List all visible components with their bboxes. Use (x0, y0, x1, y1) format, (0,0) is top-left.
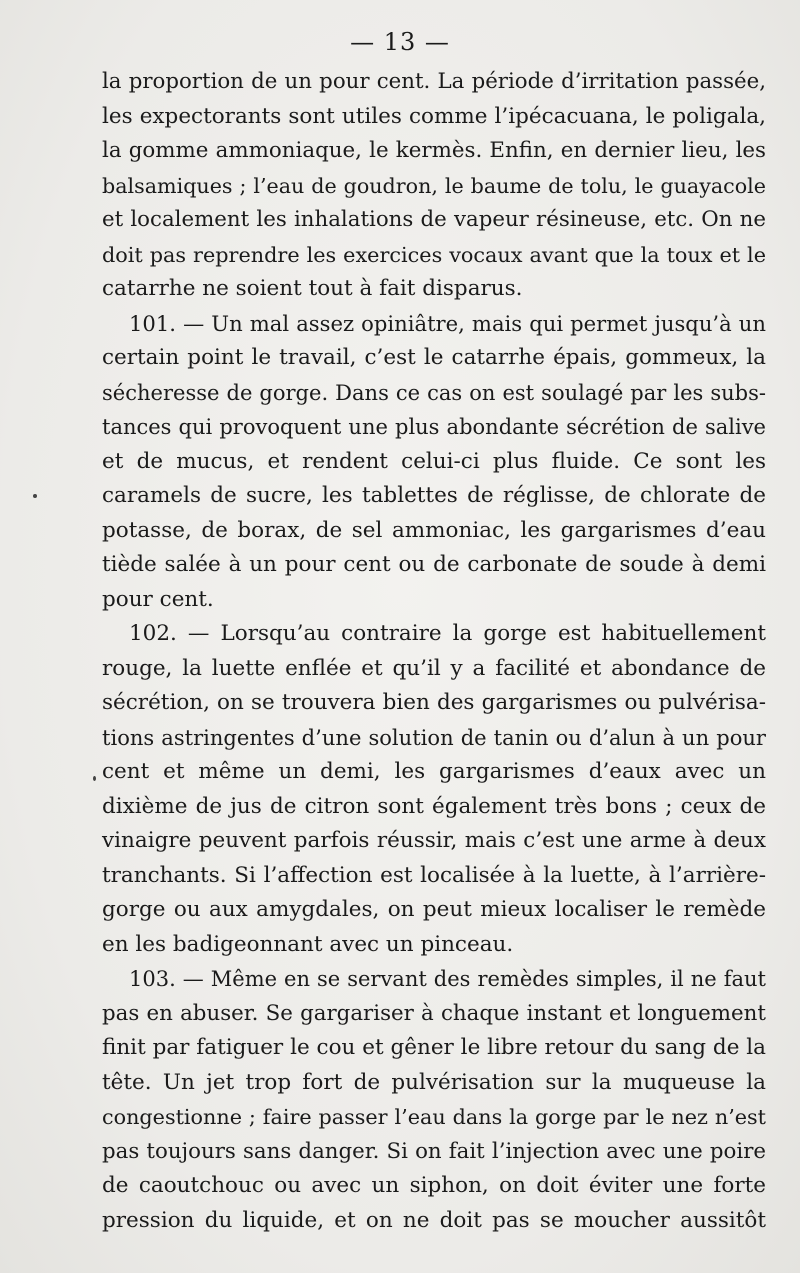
text-line: cent et même un demi, les gargarismes d’eaux avec un (102, 759, 766, 784)
text-line: les expectorants sont utiles comme l’ipécacuana, le poligala, (102, 103, 766, 129)
text-line: et localement les inhalations de vapeur résineuse, etc. On ne (102, 207, 766, 232)
text-line: vinaigre peuvent parfois réussir, mais c’est une arme à deux (102, 828, 766, 853)
text-line: pour cent. (102, 586, 214, 612)
text-line: la gomme ammoniaque, le kermès. Enfin, en dernier lieu, les (102, 138, 766, 163)
text-line: en les badigeonnant avec un pinceau. (102, 931, 514, 957)
text-line: balsamiques ; l’eau de goudron, le baume de tolu, le guayacole (102, 173, 766, 198)
text-line: pas toujours sans danger. Si on fait l’injection avec une poire (102, 1138, 766, 1164)
text-line: sécrétion, on se trouvera bien des gargarismes ou pulvérisa- (102, 690, 766, 715)
paragraph-103-start: 103. — Même en se servant des remèdes simples, il ne faut (129, 966, 766, 991)
margin-speck (33, 494, 37, 498)
text-line: doit pas reprendre les exercices vocaux avant que la toux et le (102, 242, 766, 267)
paragraph-102-start: 102. — Lorsqu’au contraire la gorge est habituellement (129, 621, 766, 646)
body-text (102, 65, 766, 1238)
text-line: tranchants. Si l’affection est localisée à la luette, à l’arrière- (102, 862, 766, 888)
text-line: gorge ou aux amygdales, on peut mieux localiser le remède (102, 897, 766, 922)
text-line: certain point le travail, c’est le catarrhe épais, gommeux, la (102, 345, 766, 370)
text-line: pression du liquide, et on ne doit pas se moucher aussitôt (102, 1207, 766, 1233)
text-line: tête. Un jet trop fort de pulvérisation sur la muqueuse la (102, 1069, 766, 1095)
paragraph-101-start: 101. — Un mal assez opiniâtre, mais qui permet jusqu’à un (129, 310, 766, 336)
margin-speck (93, 776, 96, 781)
text-line: potasse, de borax, de sel ammoniac, les gargarismes d’eau (102, 517, 766, 543)
text-line: sécheresse de gorge. Dans ce cas on est soulagé par les subs- (102, 379, 766, 405)
text-line: tiède salée à un pour cent ou de carbonate de soude à demi (102, 552, 766, 577)
text-line: pas en abuser. Se gargariser à chaque instant et longuement (102, 1000, 766, 1026)
text-line: tances qui provoquent une plus abondante sécrétion de salive (102, 415, 766, 439)
text-line: congestionne ; faire passer l’eau dans la gorge par le nez n’est (102, 1105, 766, 1129)
text-line: la proportion de un pour cent. La période d’irritation passée, (102, 69, 766, 94)
text-line: caramels de sucre, les tablettes de réglisse, de chlorate de (102, 483, 766, 508)
page-number: — 13 — (350, 28, 450, 56)
text-line: dixième de jus de citron sont également très bons ; ceux de (102, 793, 766, 819)
text-line: et de mucus, et rendent celui-ci plus fluide. Ce sont les (102, 448, 766, 474)
text-line: rouge, la luette enflée et qu’il y a facilité et abondance de (102, 655, 766, 681)
text-line: finit par fatiguer le cou et gêner le libre retour du sang de la (102, 1035, 766, 1060)
text-line: de caoutchouc ou avec un siphon, on doit éviter une forte (102, 1173, 766, 1198)
text-line: tions astringentes d’une solution de tanin ou d’alun à un pour (102, 724, 766, 750)
text-line: catarrhe ne soient tout à fait disparus. (102, 276, 523, 301)
